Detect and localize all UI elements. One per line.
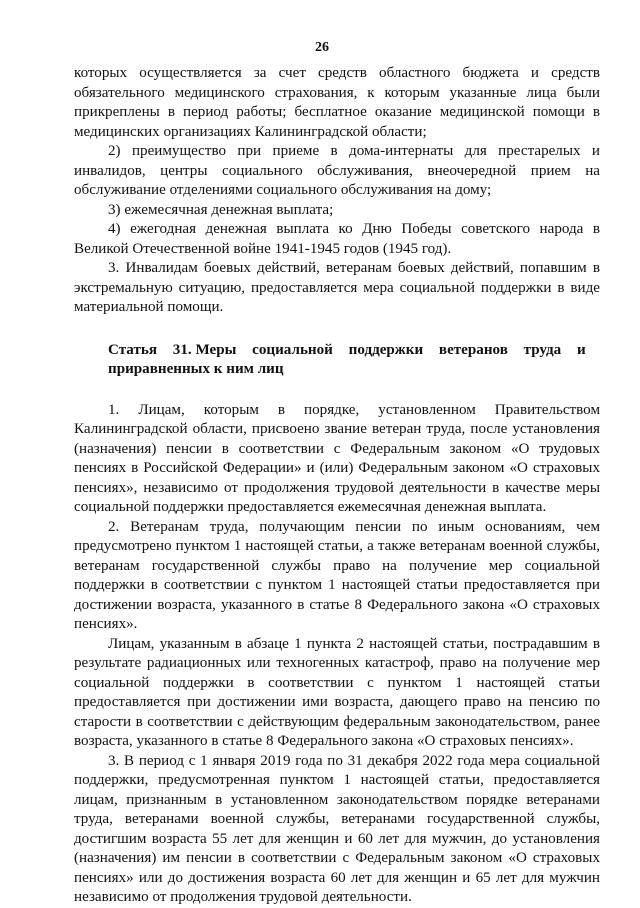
- clause-3: 3. Инвалидам боевых действий, ветеранам боевых действий, попавшим в экстремальную ситуацию, предоставляется мера социальной поддержки в виде материальной помощи.: [74, 260, 600, 315]
- page-number: 26: [315, 40, 329, 55]
- previous-article-continuation: [74, 64, 600, 318]
- article-body: [74, 401, 600, 908]
- article-clause-1: 1. Лицам, которым в порядке, установленном Правительством Калининградской области, присвоено звание ветеран труда, после установления (назначения) пенсии в соответствии с Федеральным законом «О трудовых пенсиях в Российской Федерации» и (или) Федеральным законом «О страховых пенсиях», независимо от продолжения трудовой деятельности в качестве меры социальной поддержки предоставляется ежемесячная денежная выплата.: [74, 401, 600, 515]
- article-clause-2-paragraph-2: Лицам, указанным в абзаце 1 пункта 2 настоящей статьи, пострадавшим в результате радиационных или техногенных катастроф, право на получение мер социальной поддержки в соответствии с пунктом 1 настоящей статьи предоставляется при достижении ими возраста, дающего право на пенсию по старости в соответствии с действующим федеральным законодательством, ранее возраста, указанного в статье 8 Федерального закона «О страховых пенсиях».: [74, 635, 600, 749]
- article-title-line-1: Меры социальной поддержки ветеранов труда и: [195, 341, 586, 358]
- paragraph-continuation: которых осуществляется за счет средств областного бюджета и средств обязательного медицинского страхования, к которым указанные лица были прикреплены в период работы; бесплатное оказание медицинской помощи в медицинских организациях Калининградской области;: [74, 65, 600, 140]
- article-label: Статья 31.: [108, 341, 192, 358]
- list-item-4: 4) ежегодная денежная выплата ко Дню Победы советского народа в Великой Отечественной войне 1941-1945 годов (1945 год).: [74, 221, 600, 257]
- article-clause-3: 3. В период с 1 января 2019 года по 31 декабря 2022 года мера социальной поддержки, предусмотренная пунктом 1 настоящей статьи, предоставляется лицам, признанным в установленном законодательством порядке ветеранами труда, ветеранами военной службы, ветеранами государственной службы, достигшим возраста 55 лет для женщин и 60 лет для мужчин, до установления (назначения) им пенсии в соответствии с Федеральным законом «О страховых пенсиях» или до достижения возраста 60 лет для женщин и 65 лет для мужчин независимо от продолжения трудовой деятельности.: [74, 752, 600, 905]
- list-item-3: 3) ежемесячная денежная выплата;: [108, 201, 334, 218]
- list-item-2: 2) преимущество при приеме в дома-интернаты для престарелых и инвалидов, центры социального обслуживания, внеочередной прием на обслуживание отделениями социального обслуживания на дому;: [74, 143, 600, 198]
- article-heading: [74, 341, 600, 380]
- article-clause-2: 2. Ветеранам труда, получающим пенсии по иным основаниям, чем предусмотрено пунктом 1 настоящей статьи, а также ветеранам военной службы, ветеранам государственной службы право на получение мер социальной поддержки в соответствии с пунктом 1 настоящей статьи предоставляется при достижении возраста, указанного в статье 8 Федерального закона «О страховых пенсиях».: [74, 518, 600, 632]
- article-title-line-2: приравненных к ним лиц: [108, 361, 284, 377]
